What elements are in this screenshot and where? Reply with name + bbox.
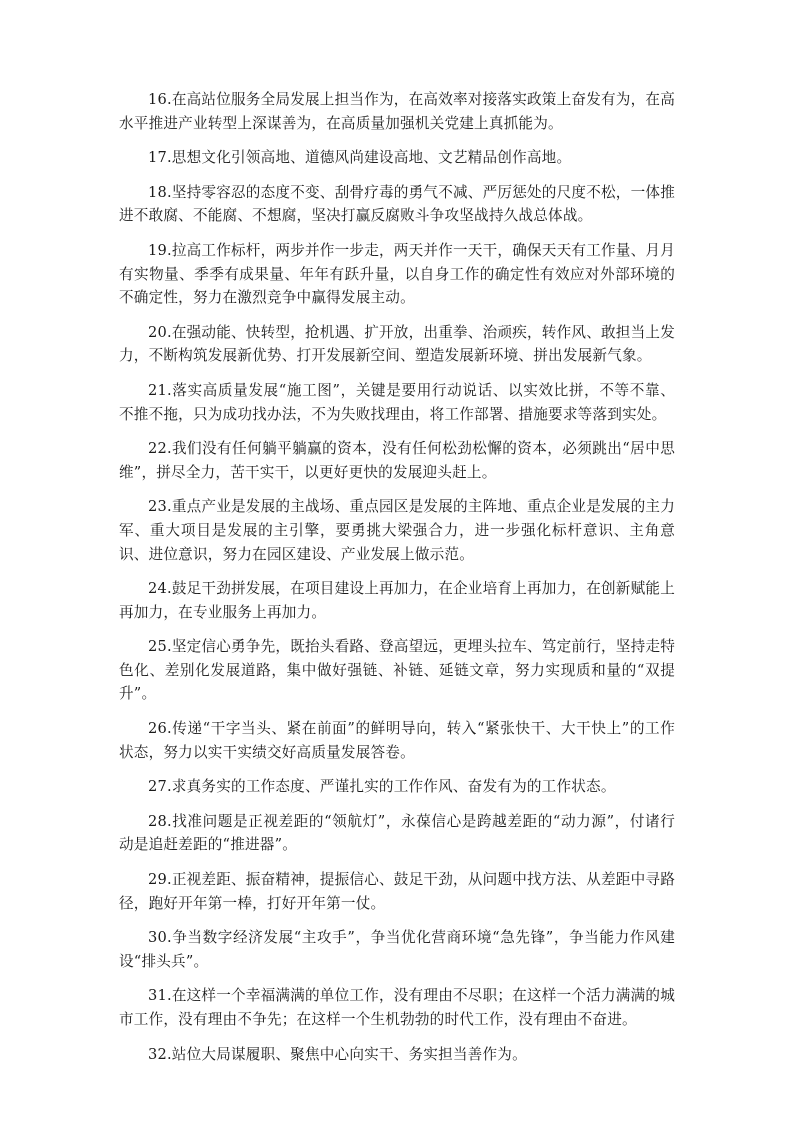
- paragraph-17: 17.思想文化引领高地、道德风尚建设高地、文艺精品创作高地。: [148, 149, 572, 167]
- paragraph-21: 21.落实高质量发展“施工图”，关键是要用行动说话、以实效比拼，不等不靠、不推不拖，只为成功找办法，不为失败找理由，将工作部署、措施要求等落到实处。: [119, 381, 675, 423]
- paragraph-23: 23.重点产业是发展的主战场、重点园区是发展的主阵地、重点企业是发展的主力军、重大项目是发展的主引擎，要勇挑大梁强合力，进一步强化标杆意识、主角意识、进位意识，努力在园区建设、产业发展上做示范。: [119, 498, 675, 563]
- paragraph-16: 16.在高站位服务全局发展上担当作为，在高效率对接落实政策上奋发有为，在高水平推进产业转型上深谋善为，在高质量加强机关党建上真抓能为。: [119, 91, 675, 132]
- paragraph-28: 28.找准问题是正视差距的“领航灯”，永葆信心是跨越差距的“动力源”，付诸行动是追赶差距的“推进器”。: [119, 812, 675, 854]
- paragraph-20: 20.在强动能、快转型，抢机遇、扩开放，出重拳、治顽疾，转作风、敢担当上发力，不断构筑发展新优势、打开发展新空间、塑造发展新环境、拼出发展新气象。: [119, 323, 675, 365]
- paragraph-31: 31.在这样一个幸福满满的单位工作，没有理由不尽职；在这样一个活力满满的城市工作，没有理由不争先；在这样一个生机勃勃的时代工作，没有理由不奋进。: [119, 987, 675, 1028]
- paragraph-29: 29.正视差距、振奋精神，提振信心、鼓足干劲，从问题中找方法、从差距中寻路径，跑好开年第一棒，打好开年第一仗。: [119, 871, 675, 912]
- document-body: [119, 88, 675, 1077]
- paragraph-30: 30.争当数字经济发展“主攻手”，争当优化营商环境“急先锋”，争当能力作风建设“排头兵”。: [119, 929, 675, 970]
- paragraph-19: 19.拉高工作标杆，两步并作一步走，两天并作一天干，确保天天有工作量、月月有实物量、季季有成果量、年年有跃升量，以自身工作的确定性有效应对外部环境的不确定性，努力在激烈竞争中赢得发展主动。: [119, 241, 675, 307]
- paragraph-26: 26.传递“干字当头、紧在前面”的鲜明导向，转入“紧张快干、大干快上”的工作状态，努力以实干实绩交好高质量发展答卷。: [119, 720, 675, 761]
- paragraph-24: 24.鼓足干劲拼发展，在项目建设上再加力，在企业培育上再加力，在创新赋能上再加力，在专业服务上再加力。: [119, 580, 675, 621]
- paragraph-18: 18.坚持零容忍的态度不变、刮骨疗毒的勇气不减、严厉惩处的尺度不松，一体推进不敢腐、不能腐、不想腐，坚决打赢反腐败斗争攻坚战持久战总体战。: [119, 183, 675, 225]
- paragraph-27: 27.求真务实的工作态度、严谨扎实的工作作风、奋发有为的工作状态。: [148, 778, 616, 796]
- paragraph-25: 25.坚定信心勇争先，既抬头看路、登高望远，更埋头拉车、笃定前行，坚持走特色化、差别化发展道路，集中做好强链、补链、延链文章，努力实现质和量的“双提升”。: [119, 638, 675, 703]
- paragraph-22: 22.我们没有任何躺平躺赢的资本，没有任何松劲松懈的资本，必须跳出“居中思维”，拼尽全力，苦干实干，以更好更快的发展迎头赶上。: [119, 440, 675, 481]
- paragraph-32: 32.站位大局谋履职、聚焦中心向实干、务实担当善作为。: [148, 1045, 527, 1063]
